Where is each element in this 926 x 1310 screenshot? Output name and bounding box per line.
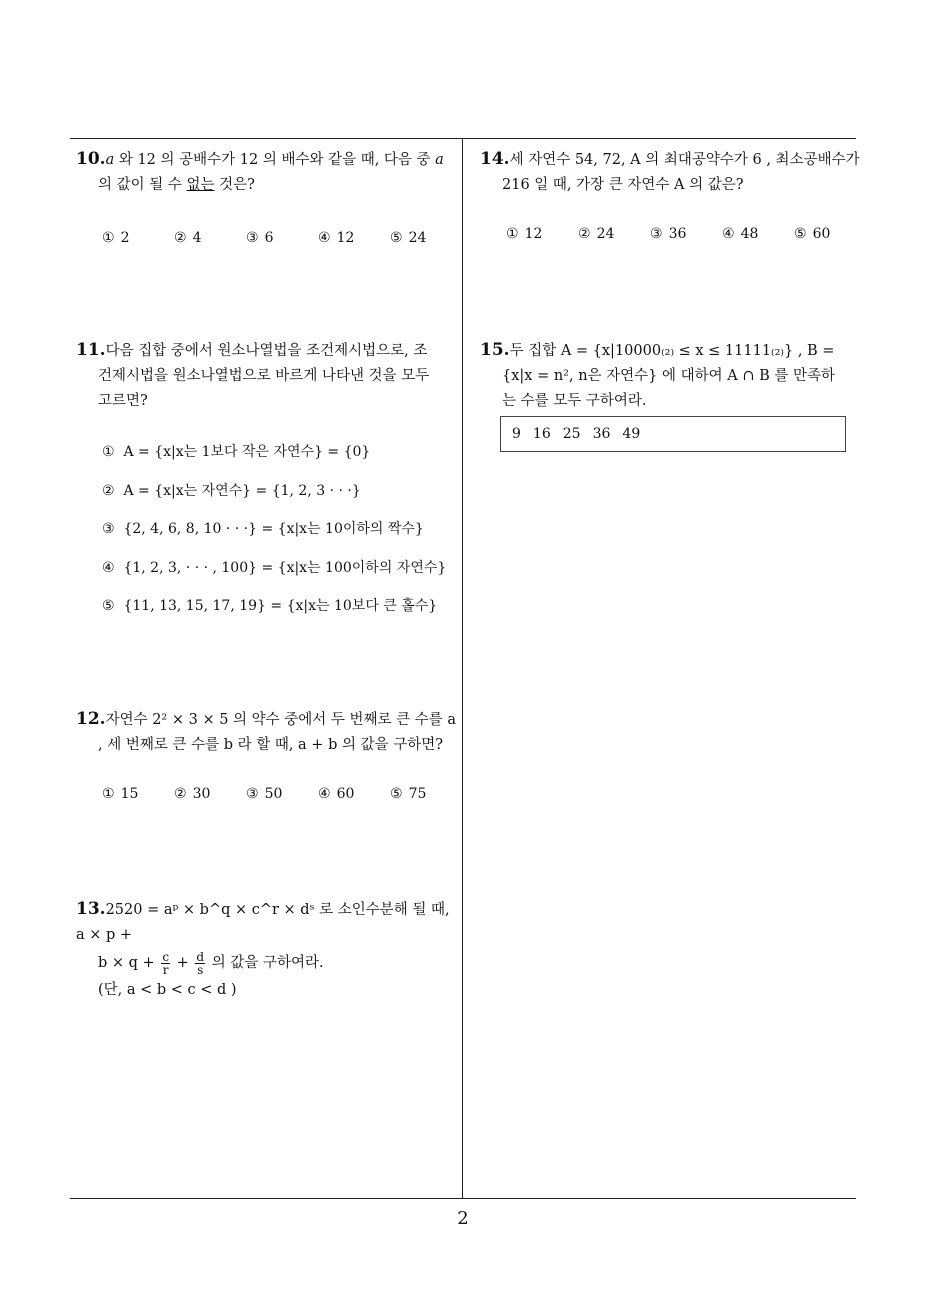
option-text: {11, 13, 15, 17, 19} = {x|x는 10보다 큰 홀수}	[123, 598, 438, 614]
option-3[interactable]	[246, 230, 318, 246]
option-text: A = {x|x는 1보다 작은 자연수} = {0}	[123, 444, 371, 460]
question-14-stem	[480, 147, 870, 198]
var-a: a	[435, 152, 444, 168]
stem-text: 는 수를 모두 구하여라.	[502, 393, 647, 409]
option-3[interactable]	[650, 226, 722, 242]
option-value: 24	[596, 226, 615, 242]
top-rule	[70, 138, 856, 139]
question-11	[76, 338, 462, 414]
answer-box	[500, 416, 846, 452]
option-mark: ⑤	[102, 598, 115, 614]
denominator: r	[162, 962, 169, 977]
fraction-c-over-r	[161, 951, 170, 976]
option-mark: ③	[650, 226, 663, 242]
var-a: a	[105, 152, 115, 168]
stem-condition: (단, a < b < c < d )	[98, 982, 237, 998]
numerator: d	[196, 949, 205, 964]
option-4[interactable]	[318, 230, 390, 246]
option-2[interactable]	[102, 480, 361, 500]
option-1[interactable]	[102, 441, 370, 461]
option-mark: ④	[318, 230, 331, 246]
option-text: {2, 4, 6, 8, 10 · · ·} = {x|x는 10이하의 짝수}	[123, 521, 424, 537]
stem-text: 216 일 때, 가장 큰 자연수 A 의 값은?	[502, 177, 744, 193]
page-number: 2	[457, 1208, 469, 1229]
option-value: 36	[668, 226, 687, 242]
option-5[interactable]	[794, 226, 854, 242]
stem-text: 의 값이 될 수	[98, 177, 187, 193]
question-number: 10.	[76, 149, 106, 169]
question-number: 15.	[480, 340, 510, 360]
stem-text: 두 집합 A = {x|10000₍₂₎ ≤ x ≤ 11111₍₂₎} , B =	[509, 343, 835, 359]
stem-text: 세 자연수 54, 72, A 의 최대공약수가 6 , 최소공배수가	[509, 152, 860, 168]
option-mark: ①	[102, 786, 115, 802]
option-value: 30	[192, 786, 211, 802]
option-4[interactable]	[318, 786, 390, 802]
underlined-word: 없는	[186, 177, 215, 193]
column-divider	[462, 138, 463, 1199]
stem-text: 자연수 2² × 3 × 5 의 약수 중에서 두 번째로 큰 수를 a	[105, 712, 457, 728]
question-15	[480, 338, 860, 414]
option-4[interactable]	[722, 226, 794, 242]
question-14-options	[506, 226, 854, 242]
option-4[interactable]	[102, 557, 446, 577]
option-value: 15	[120, 786, 139, 802]
stem-text: 와 12 의 공배수가 12 의 배수와 같을 때, 다음 중	[114, 152, 436, 168]
stem-text: {x|x = n², n은 자연수} 에 대하여 A ∩ B 를 만족하	[502, 368, 835, 384]
option-mark: ①	[102, 230, 115, 246]
stem-text: 2520 = aᵖ × b^q × c^r × dˢ 로 소인수분해 될 때, a × p +	[76, 902, 450, 943]
option-value: 2	[120, 230, 130, 246]
option-3[interactable]	[246, 786, 318, 802]
denominator: s	[197, 962, 204, 977]
option-2[interactable]	[174, 786, 246, 802]
option-value: 75	[408, 786, 427, 802]
option-mark: ③	[246, 786, 259, 802]
option-value: 50	[264, 786, 283, 802]
question-15-stem	[480, 338, 860, 414]
question-13-stem	[76, 897, 462, 1003]
option-mark: ④	[722, 226, 735, 242]
numerator: c	[162, 949, 170, 964]
option-mark: ⑤	[390, 786, 403, 802]
answer-value: 16	[532, 426, 551, 442]
option-value: 60	[812, 226, 831, 242]
option-value: 4	[192, 230, 202, 246]
stem-text: b × q +	[98, 955, 160, 971]
question-12	[76, 707, 462, 758]
option-5[interactable]	[390, 230, 450, 246]
option-mark: ④	[318, 786, 331, 802]
option-mark: ②	[174, 230, 187, 246]
stem-text: 것은?	[214, 177, 255, 193]
option-mark: ①	[102, 444, 115, 460]
option-value: 12	[336, 230, 355, 246]
fraction-d-over-s	[195, 951, 205, 976]
question-number: 12.	[76, 709, 106, 729]
stem-text: , 세 번째로 큰 수를 b 라 할 때, a + b 의 값을 구하면?	[98, 737, 443, 753]
option-2[interactable]	[174, 230, 246, 246]
option-1[interactable]	[506, 226, 578, 242]
stem-text: 고르면?	[98, 393, 148, 409]
option-value: 6	[264, 230, 274, 246]
question-12-options	[102, 786, 450, 802]
stem-text: 의 값을 구하여라.	[207, 955, 324, 971]
question-number: 11.	[76, 340, 106, 360]
option-value: 60	[336, 786, 355, 802]
bottom-rule	[70, 1198, 856, 1199]
option-mark: ②	[578, 226, 591, 242]
question-10	[76, 147, 462, 198]
option-mark: ④	[102, 560, 115, 576]
option-mark: ②	[174, 786, 187, 802]
question-11-stem	[76, 338, 462, 414]
option-mark: ③	[102, 521, 115, 537]
stem-text: 다음 집합 중에서 원소나열법을 조건제시법으로, 조	[105, 343, 428, 359]
option-mark: ③	[246, 230, 259, 246]
option-mark: ①	[506, 226, 519, 242]
question-10-stem	[76, 147, 462, 198]
option-value: 12	[524, 226, 543, 242]
answer-value: 25	[562, 426, 581, 442]
option-text: A = {x|x는 자연수} = {1, 2, 3 · · ·}	[123, 483, 361, 499]
option-value: 24	[408, 230, 427, 246]
question-14	[480, 147, 870, 198]
plus-sign: +	[172, 955, 194, 971]
option-5[interactable]	[102, 595, 437, 615]
option-3[interactable]	[102, 518, 424, 538]
option-text: {1, 2, 3, · · · , 100} = {x|x는 100이하의 자연수}	[123, 560, 447, 576]
question-13	[76, 897, 462, 1003]
option-value: 48	[740, 226, 759, 242]
option-1[interactable]	[102, 230, 174, 246]
stem-text: 건제시법을 원소나열법으로 바르게 나타낸 것을 모두	[98, 368, 430, 384]
option-1[interactable]	[102, 786, 174, 802]
answer-value: 36	[592, 426, 611, 442]
question-10-options	[102, 230, 450, 246]
option-mark: ②	[102, 483, 115, 499]
option-2[interactable]	[578, 226, 650, 242]
answer-value: 9	[512, 426, 521, 442]
option-5[interactable]	[390, 786, 450, 802]
question-number: 13.	[76, 899, 106, 919]
option-mark: ⑤	[390, 230, 403, 246]
question-12-stem	[76, 707, 462, 758]
option-mark: ⑤	[794, 226, 807, 242]
question-number: 14.	[480, 149, 510, 169]
answer-value: 49	[622, 426, 641, 442]
